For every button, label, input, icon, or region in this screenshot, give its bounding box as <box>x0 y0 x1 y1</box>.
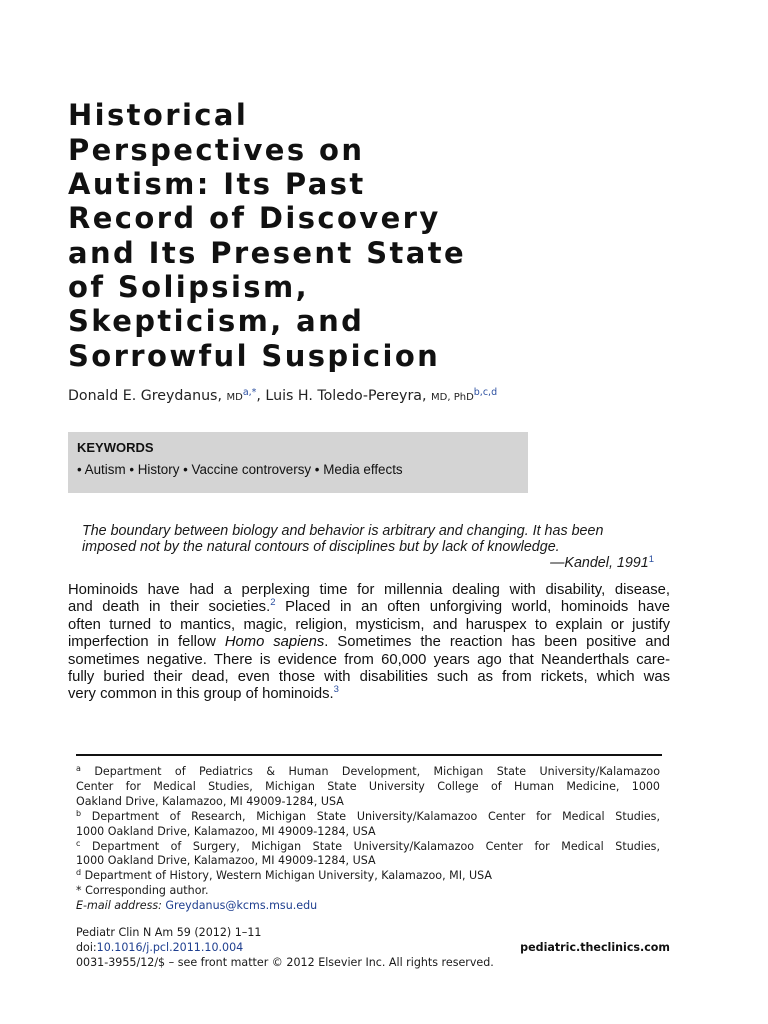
paragraph-text: very common in this group of hominoids. <box>68 686 334 703</box>
email-link[interactable]: Greydanus@kcms.msu.edu <box>165 899 318 913</box>
affiliation-mark-link[interactable]: b,c,d <box>473 387 498 398</box>
epigraph-line: imposed not by the natural contours of disciplines but by lack of knowledge. <box>82 539 560 555</box>
body-paragraph <box>68 582 670 704</box>
affiliation-mark-link[interactable]: a,* <box>242 387 257 398</box>
paragraph-text: and death in their societies. <box>68 599 271 616</box>
paragraph-text: Placed in an often unforgiving world, hominoids have <box>275 599 670 616</box>
title-line: Autism: Its Past <box>68 167 366 202</box>
journal-website-link[interactable]: pediatric.theclinics.com <box>520 941 670 955</box>
title-line: Historical <box>68 98 249 133</box>
title-line: Perspectives on <box>68 132 365 167</box>
paragraph-line: often turned to mantics, magic, religion, mysticism, and haruspex to explain or justify <box>68 616 670 633</box>
corresponding-author-note: * Corresponding author. <box>76 884 209 898</box>
epigraph-line: The boundary between biology and behavior is arbitrary and changing. It has been <box>82 523 604 539</box>
affiliations-footnote <box>76 765 660 914</box>
affiliation-line: Oakland Drive, Kalamazoo, MI 49009-1284, USA <box>76 794 344 808</box>
doi-link[interactable]: 10.1016/j.pcl.2011.10.004 <box>96 941 244 955</box>
journal-citation: Pediatr Clin N Am 59 (2012) 1–11 <box>76 926 262 939</box>
attribution-text: —Kandel, 1991 <box>550 555 649 571</box>
affiliation-text: Department of Research, Michigan State University/Kalamazoo Center for Medical Studies, <box>81 809 660 823</box>
keywords-box <box>68 432 528 493</box>
epigraph-quote <box>82 523 654 571</box>
affiliation-line: 1000 Oakland Drive, Kalamazoo, MI 49009-1284, USA <box>76 854 376 868</box>
title-line: and Its Present State <box>68 235 467 270</box>
affiliation-mark: c <box>76 838 81 848</box>
author-degree: MD, PhD <box>431 392 474 403</box>
keywords-list: • Autism • History • Vaccine controversy • Media effects <box>77 462 403 477</box>
affiliation-line: 1000 Oakland Drive, Kalamazoo, MI 49009-1284, USA <box>76 824 376 838</box>
reference-link[interactable]: 2 <box>270 597 276 609</box>
journal-info <box>76 925 670 971</box>
author-line <box>68 388 497 404</box>
paragraph-text: . Sometimes the reaction has been positive and <box>324 634 670 651</box>
affiliation-text: Department of Surgery, Michigan State University/Kalamazoo Center for Medical Studies, <box>80 839 660 853</box>
affiliation-line <box>76 869 660 884</box>
title-line: Record of Discovery <box>68 201 441 236</box>
reference-link[interactable]: 3 <box>333 684 339 696</box>
epigraph-attribution <box>82 555 654 571</box>
email-label: E-mail address: <box>76 899 162 913</box>
author-name: Donald E. Greydanus, <box>68 388 222 404</box>
paragraph-line: fully buried their dead, even those with disabilities such as from rickets, which was <box>68 669 670 686</box>
author-degree: MD <box>226 392 243 403</box>
affiliation-mark: d <box>76 868 82 878</box>
title-line: Skepticism, and <box>68 304 365 339</box>
paragraph-text: imperfection in fellow <box>68 634 225 651</box>
email-line <box>76 899 660 914</box>
affiliation-line <box>76 840 660 855</box>
article-title <box>68 98 528 372</box>
title-line: Sorrowful Suspicion <box>68 338 441 373</box>
affiliation-text: Department of History, Western Michigan University, Kalamazoo, MI, USA <box>81 869 492 883</box>
doi-label: doi: <box>76 941 97 955</box>
paragraph-line: sometimes negative. There is evidence from 60,000 years ago that Neanderthals care- <box>68 651 670 668</box>
affiliation-line: Center for Medical Studies, Michigan State University College of Human Medicine, 1000 <box>76 779 660 793</box>
affiliation-text: Department of Pediatrics & Human Development, Michigan State University/Kalamazoo <box>80 765 660 778</box>
affiliation-line <box>76 810 660 825</box>
keywords-heading: KEYWORDS <box>77 440 154 455</box>
affiliation-mark: b <box>76 808 82 818</box>
paragraph-line <box>68 686 670 703</box>
paragraph-line <box>68 634 670 651</box>
affiliation-line <box>76 765 660 780</box>
paragraph-line: Hominoids have had a perplexing time for millennia dealing with disability, disease, <box>68 582 670 598</box>
reference-link[interactable]: 1 <box>648 554 654 565</box>
title-line: of Solipsism, <box>68 269 309 304</box>
paragraph-line <box>68 599 670 616</box>
affiliation-mark: a <box>76 764 81 773</box>
copyright-line: 0031-3955/12/$ – see front matter © 2012 Elsevier Inc. All rights reserved. <box>76 956 494 970</box>
footnote-divider <box>76 754 662 756</box>
author-name: , Luis H. Toledo-Pereyra, <box>256 388 427 404</box>
species-name: Homo sapiens <box>224 634 325 651</box>
